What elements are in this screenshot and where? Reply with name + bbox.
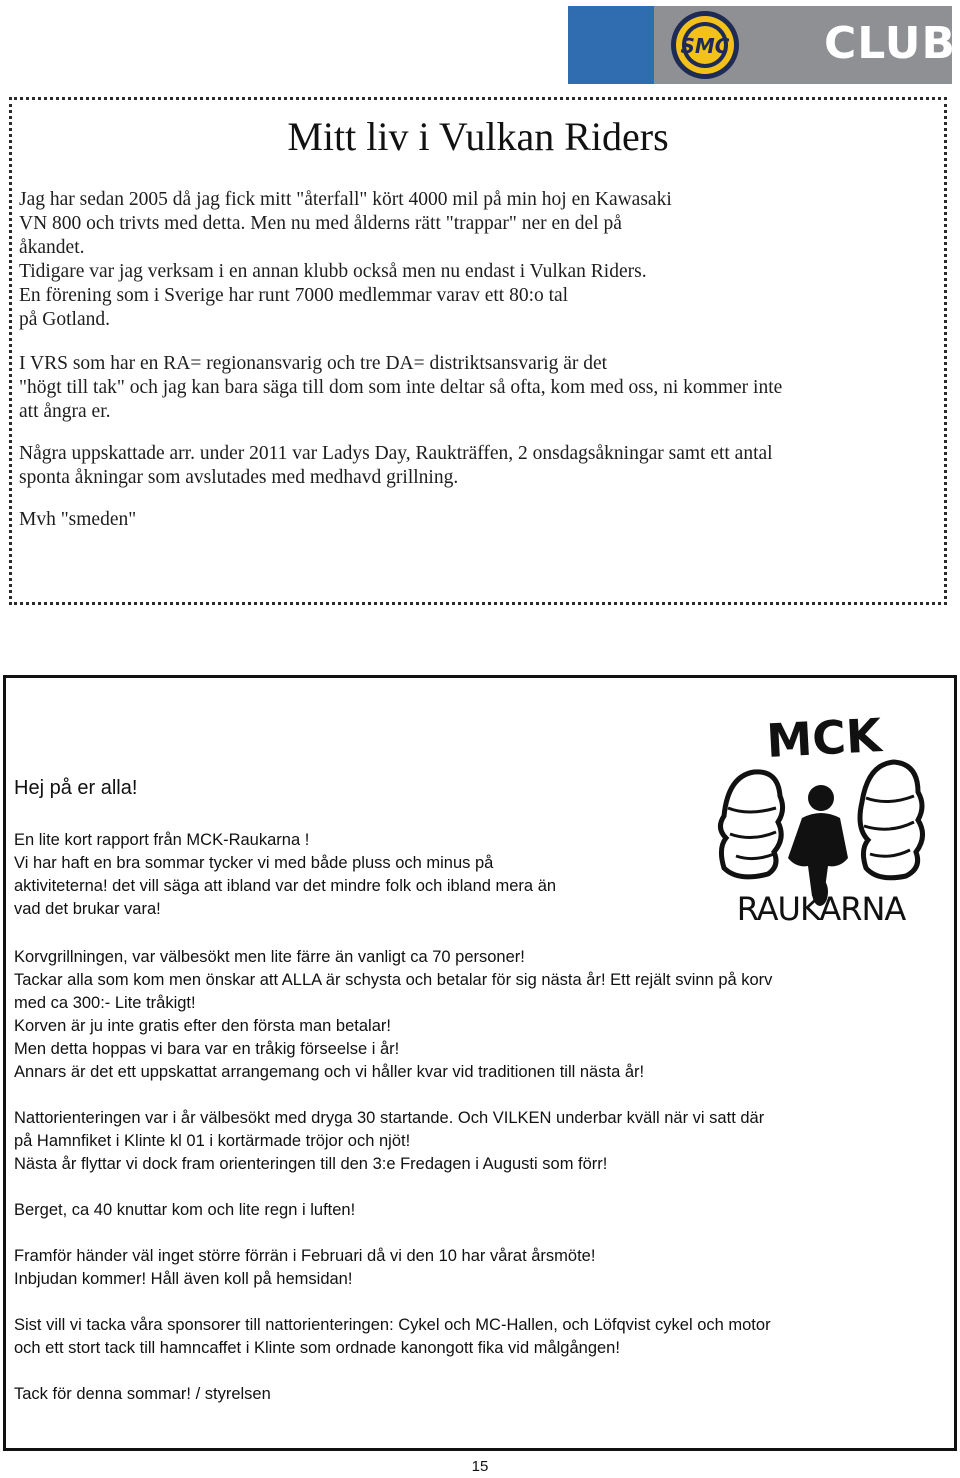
- article-line: på Gotland.: [19, 309, 110, 330]
- article-line: Jag har sedan 2005 då jag fick mitt "återfall" kört 4000 mil på min hoj en Kawasaki: [19, 189, 672, 210]
- report-line: Men detta hoppas vi bara var en tråkig förseelse i år!: [14, 1040, 400, 1058]
- report-line: Berget, ca 40 knuttar kom och lite regn i luften!: [14, 1201, 356, 1219]
- smc-club-logo: [568, 6, 957, 84]
- article-line: "högt till tak" och jag kan bara säga till dom som inte deltar så ofta, kom med oss, ni kommer inte: [19, 377, 783, 398]
- article-line: sponta åkningar som avslutades med medhavd grillning.: [19, 467, 459, 488]
- article-box: [9, 97, 947, 605]
- club-text: CLUB: [824, 18, 957, 69]
- report-closing: Tack för denna sommar! / styrelsen: [14, 1385, 271, 1403]
- article-line: åkandet.: [19, 237, 85, 258]
- report-line: Tackar alla som kom men önskar att ALLA är schysta och betalar för sig nästa år! Ett rejält svinn på korv: [14, 971, 773, 989]
- report-intro: [14, 829, 674, 921]
- report-line: Vi har haft en bra sommar tycker vi med både pluss och minus på: [14, 854, 494, 872]
- report-line: på Hamnfiket i Klinte kl 01 i kortärmade tröjor och njöt!: [14, 1132, 411, 1150]
- report-line: Sist vill vi tacka våra sponsorer till nattorienteringen: Cykel och MC-Hallen, och Löfqvist cykel och motor: [14, 1316, 771, 1334]
- report-greeting: Hej på er alla!: [14, 777, 138, 799]
- article-line: Tidigare var jag verksam i en annan klubb också men nu endast i Vulkan Riders.: [19, 261, 647, 282]
- report-line: aktiviteterna! det vill säga att ibland var det mindre folk och ibland mera än: [14, 877, 557, 895]
- article-line: I VRS som har en RA= regionansvarig och tre DA= distriktsansvarig är det: [19, 353, 608, 374]
- page-number: 15: [471, 1458, 489, 1475]
- report-line: Nattorienteringen var i år välbesökt med dryga 30 startande. Och VILKEN underbar kväll när vi satt där: [14, 1109, 765, 1127]
- raukarna-logo-text: RAUKARNA: [736, 890, 906, 928]
- report-line: Nästa år flyttar vi dock fram orienteringen till den 3:e Fredagen i Augusti som förr!: [14, 1155, 608, 1173]
- report-line: Korvgrillningen, var välbesökt men lite färre än vanligt ca 70 personer!: [14, 948, 525, 966]
- article-line: att ångra er.: [19, 401, 111, 422]
- logo-blue-block: [568, 6, 654, 84]
- article-line: Några uppskattade arr. under 2011 var Ladys Day, Raukträffen, 2 onsdagsåkningar samt ett antal: [19, 443, 773, 464]
- article-title: Mitt liv i Vulkan Riders: [287, 114, 669, 159]
- report-line: Korven är ju inte gratis efter den första man betalar!: [14, 1017, 391, 1035]
- report-line: vad det brukar vara!: [14, 900, 161, 918]
- report-line: Annars är det ett uppskattat arrangemang och vi håller kvar vid traditionen till nästa år!: [14, 1063, 645, 1081]
- smc-badge-icon: [668, 9, 742, 81]
- report-line: En lite kort rapport från MCK-Raukarna !: [14, 831, 310, 849]
- article-line: VN 800 och trivts med detta. Men nu med ålderns rätt "trappar" ner en del på: [19, 213, 622, 234]
- mck-logo-text: MCK: [765, 708, 883, 768]
- report-box: [3, 675, 957, 1451]
- report-line: Framför händer väl inget större förrän i Februari då vi den 10 har vårat årsmöte!: [14, 1247, 596, 1265]
- badge-text: SMC: [680, 34, 730, 58]
- report-body: [14, 946, 944, 1406]
- article-line: En förening som i Sverige har runt 7000 medlemmar varav ett 80:o tal: [19, 285, 569, 306]
- article-signature: Mvh "smeden": [19, 509, 137, 530]
- mck-raukarna-logo: [706, 698, 936, 928]
- report-line: och ett stort tack till hamncaffet i Klinte som ordnade kanongott fika vid målgången!: [14, 1339, 620, 1357]
- report-line: med ca 300:- Lite tråkigt!: [14, 994, 196, 1012]
- article-body: [19, 188, 939, 532]
- report-line: Inbjudan kommer! Håll även koll på hemsidan!: [14, 1270, 353, 1288]
